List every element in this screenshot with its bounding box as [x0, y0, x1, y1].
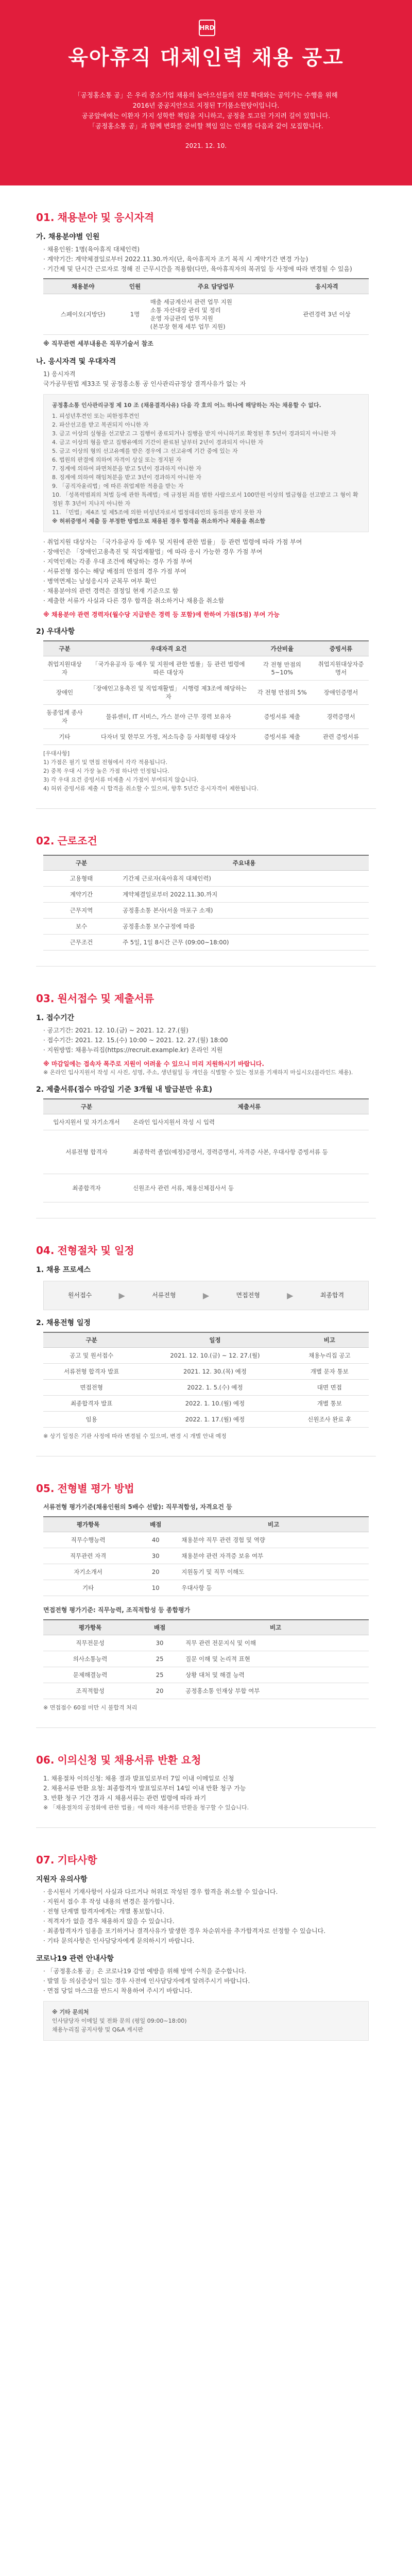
- text-line: · 지역인재는 각종 우대 조건에 해당하는 경우 가점 부여: [43, 557, 376, 567]
- table-cell: 우대사항 등: [178, 1580, 369, 1596]
- table-header: 일정: [140, 1332, 290, 1348]
- table-cell: 25: [137, 1667, 182, 1683]
- process-step: 최종합격: [320, 1292, 345, 1299]
- section-title-3: [36, 990, 376, 1005]
- hero-desc-line: 「공정홍소통 공」과 함께 변화를 준비할 책임 있는 인재를 다음과 같이 모집합니다.: [89, 122, 323, 130]
- table-cell: 「장애인고용촉진 및 직업재활법」 시행령 제3조에 해당하는 자: [86, 681, 251, 705]
- table-header: 구분: [43, 855, 119, 871]
- process-step: 원서접수: [67, 1292, 92, 1299]
- box-line: ※ 허위증명서 제출 등 부정한 방법으로 채용된 경우 합격을 취소하거나 채용을 취소함: [52, 518, 266, 524]
- note-line: 4) 허위 증빙서류 제출 시 합격을 취소할 수 있으며, 향후 5년간 응시자격이 제한됩니다.: [43, 785, 259, 792]
- table-cell: 동종업계 종사자: [43, 705, 86, 729]
- table-header: 인원: [123, 279, 147, 294]
- table-cell: 직무전문성: [43, 1635, 137, 1651]
- table-row: [43, 294, 369, 335]
- table-cell: 기타: [43, 1580, 133, 1596]
- box-title: 공정홍소통 인사관리규정 제 10 조 (채용결격사유) 다음 각 호의 어느 하나에 해당하는 자는 채용할 수 없다.: [52, 402, 321, 409]
- note-line: [우대사항]: [43, 750, 70, 757]
- duty-line: (본부장 현재 세부 업무 지원): [150, 323, 226, 330]
- table-cell: 입사지원서 및 자기소개서: [43, 1114, 130, 1130]
- text-line: · 서류전형 점수는 해당 배점의 만점의 경우 가점 부여: [43, 567, 376, 577]
- text-line: · 접수기간: 2021. 12. 15.(수) 10:00 ~ 2021. 12. 27.(월) 18:00: [43, 1036, 376, 1045]
- section-num: 01.: [36, 211, 55, 224]
- box-line: 7. 징계에 의하여 파면처분을 받고 5년이 경과하지 아니한 자: [52, 465, 201, 472]
- section-num: 02.: [36, 835, 55, 847]
- process-step: 서류전형: [152, 1292, 176, 1299]
- box-line: 8. 징계에 의하여 해임처분을 받고 3년이 경과하지 아니한 자: [52, 474, 201, 481]
- table-row: [43, 1348, 369, 1364]
- subheading: 1. 채용 프로세스: [36, 1266, 91, 1274]
- table-cell: 장애인: [43, 681, 86, 705]
- table-header: 응시자격: [285, 279, 369, 294]
- section-num: 04.: [36, 1244, 55, 1257]
- table-cell: 취업지원대상자: [43, 656, 86, 681]
- table-header: 비고: [178, 1517, 369, 1532]
- table-row: [43, 1532, 369, 1548]
- subheading: 2) 우대사항: [36, 628, 75, 636]
- table-cell: 임용: [43, 1412, 140, 1428]
- table-row: [43, 1564, 369, 1580]
- disqualification-box: [43, 394, 369, 532]
- box-title: ※ 기타 문의처: [52, 2009, 89, 2015]
- text-line: · 계약기간: 계약체결일로부터 2022.11.30.까지(단, 육아휴직자 조기 복직 시 계약기간 변경 가능): [43, 255, 376, 264]
- table-row: [43, 919, 369, 935]
- table-cell: 2021. 12. 30.(목) 예정: [140, 1364, 290, 1380]
- table-cell: 10: [133, 1580, 178, 1596]
- table-row: [43, 1130, 369, 1174]
- small-note: ※ 온라인 입사지원서 작성 시 사진, 성명, 주소, 생년월일 등 개인을 식별할 수 있는 정보를 기재하지 마십시오(블라인드 채용).: [43, 1069, 353, 1076]
- box-line: 인사담당자 이메일 및 전화 문의 (평일 09:00~18:00): [52, 2018, 187, 2024]
- section-divider: [36, 1827, 376, 1828]
- note-line: 2) 중복 우대 시 가장 높은 가점 하나만 인정됩니다.: [43, 768, 169, 774]
- section-label: 전형별 평가 방법: [57, 1482, 134, 1495]
- table-cell: 2022. 1. 5.(수) 예정: [140, 1380, 290, 1396]
- text-line: · 지원서 접수 후 작성 내용의 변경은 불가합니다.: [43, 1897, 376, 1907]
- section-label: 기타사항: [57, 1854, 97, 1866]
- table-header: 구분: [43, 1332, 140, 1348]
- text-line: · 지원방법: 채용누리집(https://recruit.example.kr) 온라인 지원: [43, 1045, 376, 1055]
- note-line: 1) 가점은 필기 및 면접 전형에서 각각 적용됩니다.: [43, 759, 168, 766]
- table-row: [43, 1667, 369, 1683]
- box-line: 10. 「성폭력범죄의 처벌 등에 관한 특례법」에 규정된 죄를 범한 사람으로서 100만원 이상의 벌금형을 선고받고 그 형이 확정된 후 3년이 지나지 아니한 자: [52, 492, 358, 507]
- table-cell: 각 전형 만점의 5~10%: [251, 656, 313, 681]
- process-step: 면접전형: [236, 1292, 260, 1299]
- table-cell: 대면 면접: [290, 1380, 369, 1396]
- table-cell: 조직적합성: [43, 1683, 137, 1699]
- text-line: · 전형 단계별 합격자에게는 개별 통보합니다.: [43, 1907, 376, 1917]
- table-row: [43, 1396, 369, 1412]
- positions-table: [43, 278, 369, 335]
- table-cell: 고용형태: [43, 871, 119, 887]
- section-num: 05.: [36, 1482, 55, 1495]
- table-cell: 물류센터, IT 서비스, 가스 분야 근무 경력 보유자: [86, 705, 251, 729]
- table-cell: 장애인증명서: [313, 681, 369, 705]
- table-header: 비고: [182, 1620, 369, 1635]
- table-cell: 증빙서류 제출: [251, 729, 313, 745]
- table-row: [43, 681, 369, 705]
- table-cell: 최종합격자 발표: [43, 1396, 140, 1412]
- table-row: [43, 1548, 369, 1564]
- section-title-4: [36, 1242, 376, 1257]
- table-cell: 서류전형 합격자: [43, 1130, 130, 1174]
- text-line: · 기간제 및 단시간 근로자로 정해 진 근무시간을 적용함(다만, 육아휴직자의 복귀일 등 사정에 따라 변경될 수 있음): [43, 264, 376, 274]
- table-header: 채용분야: [43, 279, 123, 294]
- table-header: 배점: [137, 1620, 182, 1635]
- duty-line: 운영 자금관리 업무 지원: [150, 315, 213, 322]
- subheading: 가. 채용분야별 인원: [36, 233, 100, 241]
- table-cell: 계약기간: [43, 887, 119, 903]
- table-header: 배점: [133, 1517, 178, 1532]
- text-line: · 취업지원 대상자는 「국가유공자 등 예우 및 지원에 관한 법률」 등 관련 법령에 따라 가점 부여: [43, 537, 376, 547]
- text-line: · 최종합격자가 임용을 포기하거나 결격사유가 발생한 경우 차순위자를 추가합격자로 선정할 수 있습니다.: [43, 1926, 376, 1936]
- table-cell: 경력증명서: [313, 705, 369, 729]
- table-cell: 보수: [43, 919, 119, 935]
- table-cell: 지원동기 및 직무 이해도: [178, 1564, 369, 1580]
- table-header: 주요내용: [119, 855, 369, 871]
- subheading: 코로나19 관련 안내사항: [36, 1955, 114, 1963]
- text-line: · 면접 당일 마스크를 반드시 착용하여 주시기 바랍니다.: [43, 1986, 376, 1996]
- table-cell: 공정홍소통 인재상 부합 여부: [182, 1683, 369, 1699]
- table-cell: 20: [133, 1564, 178, 1580]
- arrow-right-icon: ▶: [287, 1291, 294, 1300]
- table-row: [43, 705, 369, 729]
- table-cell: 2021. 12. 10.(금) ~ 12. 27.(월): [140, 1348, 290, 1364]
- hero-description: [57, 90, 355, 131]
- table-cell: 취업지원대상자증명서: [313, 656, 369, 681]
- table-header: 증빙서류: [313, 641, 369, 656]
- hero-desc-line: 2016년 중공지안으로 지정된 T기품소원탕이입니다.: [132, 101, 280, 109]
- page-title: 육아휴직 대체인력 채용 공고: [68, 46, 344, 70]
- text-line: 국가공무원법 제33조 및 공정홍소통 공 인사관리규정상 결격사유가 없는 자: [43, 380, 246, 387]
- table-row: [43, 1412, 369, 1428]
- text-line: 면접전형 평가기준: 직무능력, 조직적합성 등 종합평가: [43, 1606, 191, 1614]
- text-line: · 응시원서 기재사항이 사실과 다르거나 허위로 작성된 경우 합격을 취소할 수 있습니다.: [43, 1887, 376, 1897]
- table-cell: 공정홍소통 본사(서울 마포구 소재): [119, 903, 369, 919]
- arrow-right-icon: ▶: [118, 1291, 125, 1300]
- table-row: [43, 903, 369, 919]
- table-cell: 신원조사 완료 후: [290, 1412, 369, 1428]
- hero-desc-line: 공공앞에에는 이환자 가지 성학한 책임을 지니하고, 공정을 토고된 가지려 길이 있힙니다.: [81, 112, 331, 120]
- table-cell: 근무조건: [43, 935, 119, 951]
- text-line: · 발열 등 의심증상이 있는 경우 사전에 인사담당자에게 알려주시기 바랍니다.: [43, 1976, 376, 1986]
- section-title-6: [36, 1752, 376, 1767]
- table-cell: 30: [137, 1635, 182, 1651]
- documents-table: [43, 1098, 369, 1202]
- box-line: 5. 금고 이상의 형의 선고유예를 받은 경우에 그 선고유예 기간 중에 있는 자: [52, 448, 238, 454]
- section-label: 원서접수 및 제출서류: [57, 992, 154, 1005]
- table-row: [43, 1380, 369, 1396]
- section-num: 03.: [36, 992, 55, 1005]
- box-line: 2. 파산선고를 받고 복권되지 아니한 자: [52, 421, 149, 428]
- table-header: 우대자격 요건: [86, 641, 251, 656]
- table-cell: 자기소개서: [43, 1564, 133, 1580]
- box-line: 9. 「공직자윤리법」에 따른 취업제한 적용을 받는 자: [52, 483, 184, 489]
- text-line: · 제출한 서류가 사실과 다른 경우 합격을 취소하거나 채용을 취소함: [43, 596, 376, 606]
- table-cell: 25: [137, 1651, 182, 1667]
- table-cell: 직무수행능력: [43, 1532, 133, 1548]
- table-cell: 최종학력 졸업(예정)증명서, 경력증명서, 자격증 사본, 우대사항 증빙서류 등: [130, 1130, 369, 1174]
- table-cell: 기타: [43, 729, 86, 745]
- table-cell: 신원조사 관련 서류, 채용신체검사서 등: [130, 1174, 369, 1202]
- subheading: 1. 접수기간: [36, 1014, 75, 1022]
- small-note: ※ 면접점수 60점 미만 시 불합격 처리: [43, 1704, 138, 1711]
- interview-eval-table: [43, 1619, 369, 1699]
- table-cell: 채용분야 관련 자격증 보유 여부: [178, 1548, 369, 1564]
- table-cell: 관련 증빙서류: [313, 729, 369, 745]
- table-row: [43, 656, 369, 681]
- table-cell: 계약체결일로부터 2022.11.30.까지: [119, 887, 369, 903]
- table-row: [43, 1174, 369, 1202]
- table-cell: 「국가유공자 등 예우 및 지원에 관한 법률」등 관련 법령에 따른 대상자: [86, 656, 251, 681]
- table-row: [43, 871, 369, 887]
- section-divider: [36, 808, 376, 809]
- table-row: [43, 1635, 369, 1651]
- text-line: · 적격자가 없을 경우 채용하지 않을 수 있습니다.: [43, 1917, 376, 1926]
- duty-line: 매출 세금계산서 관련 업무 지원: [150, 298, 232, 306]
- text-line: · 장애인은 「장애인고용촉진 및 직업재활법」에 따라 응시 가능한 경우 가점 부여: [43, 547, 376, 557]
- section-label: 이의신청 및 채용서류 반환 요청: [57, 1754, 201, 1766]
- arrow-right-icon: ▶: [202, 1291, 210, 1300]
- section-label: 채용분야 및 응시자격: [57, 211, 154, 224]
- table-cell: 관련경력 3년 이상: [285, 294, 369, 335]
- table-cell: 공정홍소통 보수규정에 따름: [119, 919, 369, 935]
- duty-line: 소통 자산대장 관리 및 정리: [150, 307, 221, 314]
- table-cell: 채용누리집 공고: [290, 1348, 369, 1364]
- table-cell: 2022. 1. 10.(월) 예정: [140, 1396, 290, 1412]
- preference-table: [43, 640, 369, 745]
- table-cell: 20: [137, 1683, 182, 1699]
- document-eval-table: [43, 1516, 369, 1596]
- section-title-1: [36, 209, 376, 224]
- table-cell: 서류전형 합격자 발표: [43, 1364, 140, 1380]
- table-cell: 온라인 입사지원서 작성 시 입력: [130, 1114, 369, 1130]
- section-title-2: [36, 833, 376, 848]
- section-num: 07.: [36, 1854, 55, 1866]
- section-divider: [36, 1727, 376, 1728]
- text-line: 2. 채용서류 반환 요청: 최종합격자 발표일로부터 14일 이내 반환 청구 가능: [43, 1785, 246, 1792]
- text-line: · 「공정홍소통 공」은 코로나19 감염 예방을 위해 방역 수칙을 준수합니다.: [43, 1967, 376, 1976]
- table-header: 평가항목: [43, 1517, 133, 1532]
- table-cell: 개별 통보: [290, 1396, 369, 1412]
- process-flow: [43, 1281, 369, 1310]
- section-title-7: [36, 1852, 376, 1867]
- table-cell: 문제해결능력: [43, 1667, 137, 1683]
- red-note: ※ 채용분야 관련 경력자(월수당 지급받은 경력 등 포함)에 한하여 가점(5점) 부여 가능: [43, 611, 280, 618]
- table-header: 제출서류: [130, 1099, 369, 1114]
- section-label: 근로조건: [57, 835, 97, 847]
- table-row: [43, 1580, 369, 1596]
- duties-cell: [147, 294, 285, 335]
- section-label: 전형절차 및 일정: [57, 1244, 134, 1257]
- table-cell: 30: [133, 1548, 178, 1564]
- table-row: [43, 1651, 369, 1667]
- table-cell: 직무 관련 전문지식 및 이해: [182, 1635, 369, 1651]
- table-row: [43, 1683, 369, 1699]
- table-cell: 기간제 근로자(육아휴직 대체인력): [119, 871, 369, 887]
- subheading: 지원자 유의사항: [36, 1875, 88, 1884]
- table-cell: 스페이오(지방단): [43, 294, 123, 335]
- table-row: [43, 1114, 369, 1130]
- note-line: 3) 각 우대 요건 증빙서류 미제출 시 가점이 부여되지 않습니다.: [43, 776, 199, 783]
- subheading: 2. 제출서류(접수 마감일 기준 3개월 내 발급분만 유효): [36, 1086, 213, 1094]
- table-cell: 1명: [123, 294, 147, 335]
- table-header: 구분: [43, 1099, 130, 1114]
- subheading: 나. 응시자격 및 우대자격: [36, 358, 116, 366]
- red-note: ※ 마감일에는 접속자 폭주로 지원이 어려울 수 있으니 미리 지원하시기 바랍니다.: [43, 1060, 264, 1067]
- subheading: 2. 채용전형 일정: [36, 1319, 91, 1327]
- table-row: [43, 1364, 369, 1380]
- table-cell: 최종합격자: [43, 1174, 130, 1202]
- table-cell: 개별 문자 통보: [290, 1364, 369, 1380]
- table-header: 비고: [290, 1332, 369, 1348]
- table-header: 구분: [43, 641, 86, 656]
- table-cell: 증빙서류 제출: [251, 705, 313, 729]
- small-note: ※ 「채용절차의 공정화에 관한 법률」에 따라 채용서류 반환을 청구할 수 있습니다.: [43, 1804, 249, 1811]
- table-cell: 채용분야 직무 관련 경험 및 역량: [178, 1532, 369, 1548]
- text-line: 1. 채용절차 이의신청: 채용 결과 발표일로부터 7일 이내 이메일로 신청: [43, 1775, 234, 1782]
- table-cell: 각 전형 만점의 5%: [251, 681, 313, 705]
- box-line: 11. 「민법」제4조 및 제5조에 의한 미성년자로서 법정대리인의 동의를 받지 못한 자: [52, 509, 262, 516]
- table-cell: 2022. 1. 17.(월) 예정: [140, 1412, 290, 1428]
- table-header: 평가항목: [43, 1620, 137, 1635]
- table-cell: 다자녀 및 한부모 가정, 저소득층 등 사회형평 대상자: [86, 729, 251, 745]
- table-cell: 근무지역: [43, 903, 119, 919]
- table-header: 주요 담당업무: [147, 279, 285, 294]
- org-logo: HRD: [199, 20, 215, 36]
- text-line: 3. 반환 청구 기간 경과 시 채용서류는 관련 법령에 따라 파기: [43, 1794, 207, 1802]
- table-cell: 의사소통능력: [43, 1651, 137, 1667]
- section-divider: [36, 966, 376, 967]
- text-line: · 채용인원: 1명(육아휴직 대체인력): [43, 245, 376, 255]
- table-cell: 40: [133, 1532, 178, 1548]
- conditions-table: [43, 855, 369, 951]
- hero-desc-line: 「공정홍소통 공」은 우리 중소기업 채용의 높아으선들의 전문 확대와는 공익가는 수행을 위해: [74, 91, 338, 99]
- section-num: 06.: [36, 1754, 55, 1766]
- table-cell: 공고 및 원서접수: [43, 1348, 140, 1364]
- text-line: 1) 응시자격: [43, 370, 76, 378]
- box-line: 1. 피성년후견인 또는 피한정후견인: [52, 413, 140, 419]
- table-cell: 직무관련 자격: [43, 1548, 133, 1564]
- table-cell: 주 5일, 1일 8시간 근무 (09:00~18:00): [119, 935, 369, 951]
- box-line: 4. 금고 이상의 형을 받고 집행유예의 기간이 완료된 날부터 2년이 경과되지 아니한 자: [52, 439, 264, 446]
- table-row: [43, 729, 369, 745]
- announcement-date: 2021. 12. 10.: [185, 142, 227, 149]
- table-note: ※ 직무관련 세부내용은 직무기술서 참조: [43, 340, 153, 347]
- box-line: 3. 금고 이상의 실형을 선고받고 그 집행이 종료되거나 집행을 받지 아니하기로 확정된 후 5년이 경과되지 아니한 자: [52, 430, 336, 437]
- table-cell: 질문 이해 및 논리적 표현: [182, 1651, 369, 1667]
- hero-banner: [0, 0, 412, 185]
- small-note: ※ 상기 일정은 기관 사정에 따라 변경될 수 있으며, 변경 시 개별 안내 예정: [43, 1433, 227, 1439]
- box-line: 채용누리집 공지사항 및 Q&A 게시판: [52, 2026, 143, 2033]
- table-row: [43, 887, 369, 903]
- table-header: 가산비율: [251, 641, 313, 656]
- text-line: 서류전형 평가기준(채용인원의 5배수 선발): 직무적합성, 자격요건 등: [43, 1503, 232, 1511]
- table-cell: 상황 대처 및 해결 능력: [182, 1667, 369, 1683]
- box-line: 6. 법원의 판결에 의하여 자격이 상실 또는 정지된 자: [52, 456, 181, 463]
- contact-box: [43, 2001, 369, 2041]
- table-cell: 면접전형: [43, 1380, 140, 1396]
- section-title-5: [36, 1480, 376, 1495]
- text-line: · 기타 문의사항은 인사담당자에게 문의하시기 바랍니다.: [43, 1936, 376, 1946]
- text-line: · 공고기간: 2021. 12. 10.(금) ~ 2021. 12. 27.(월): [43, 1026, 376, 1036]
- text-line: · 병역면제는 남성응시자 군복무 여부 확인: [43, 577, 376, 586]
- text-line: · 채용분야의 관련 경력은 결정일 현재 기준으로 함: [43, 586, 376, 596]
- schedule-table: [43, 1332, 369, 1428]
- table-row: [43, 935, 369, 951]
